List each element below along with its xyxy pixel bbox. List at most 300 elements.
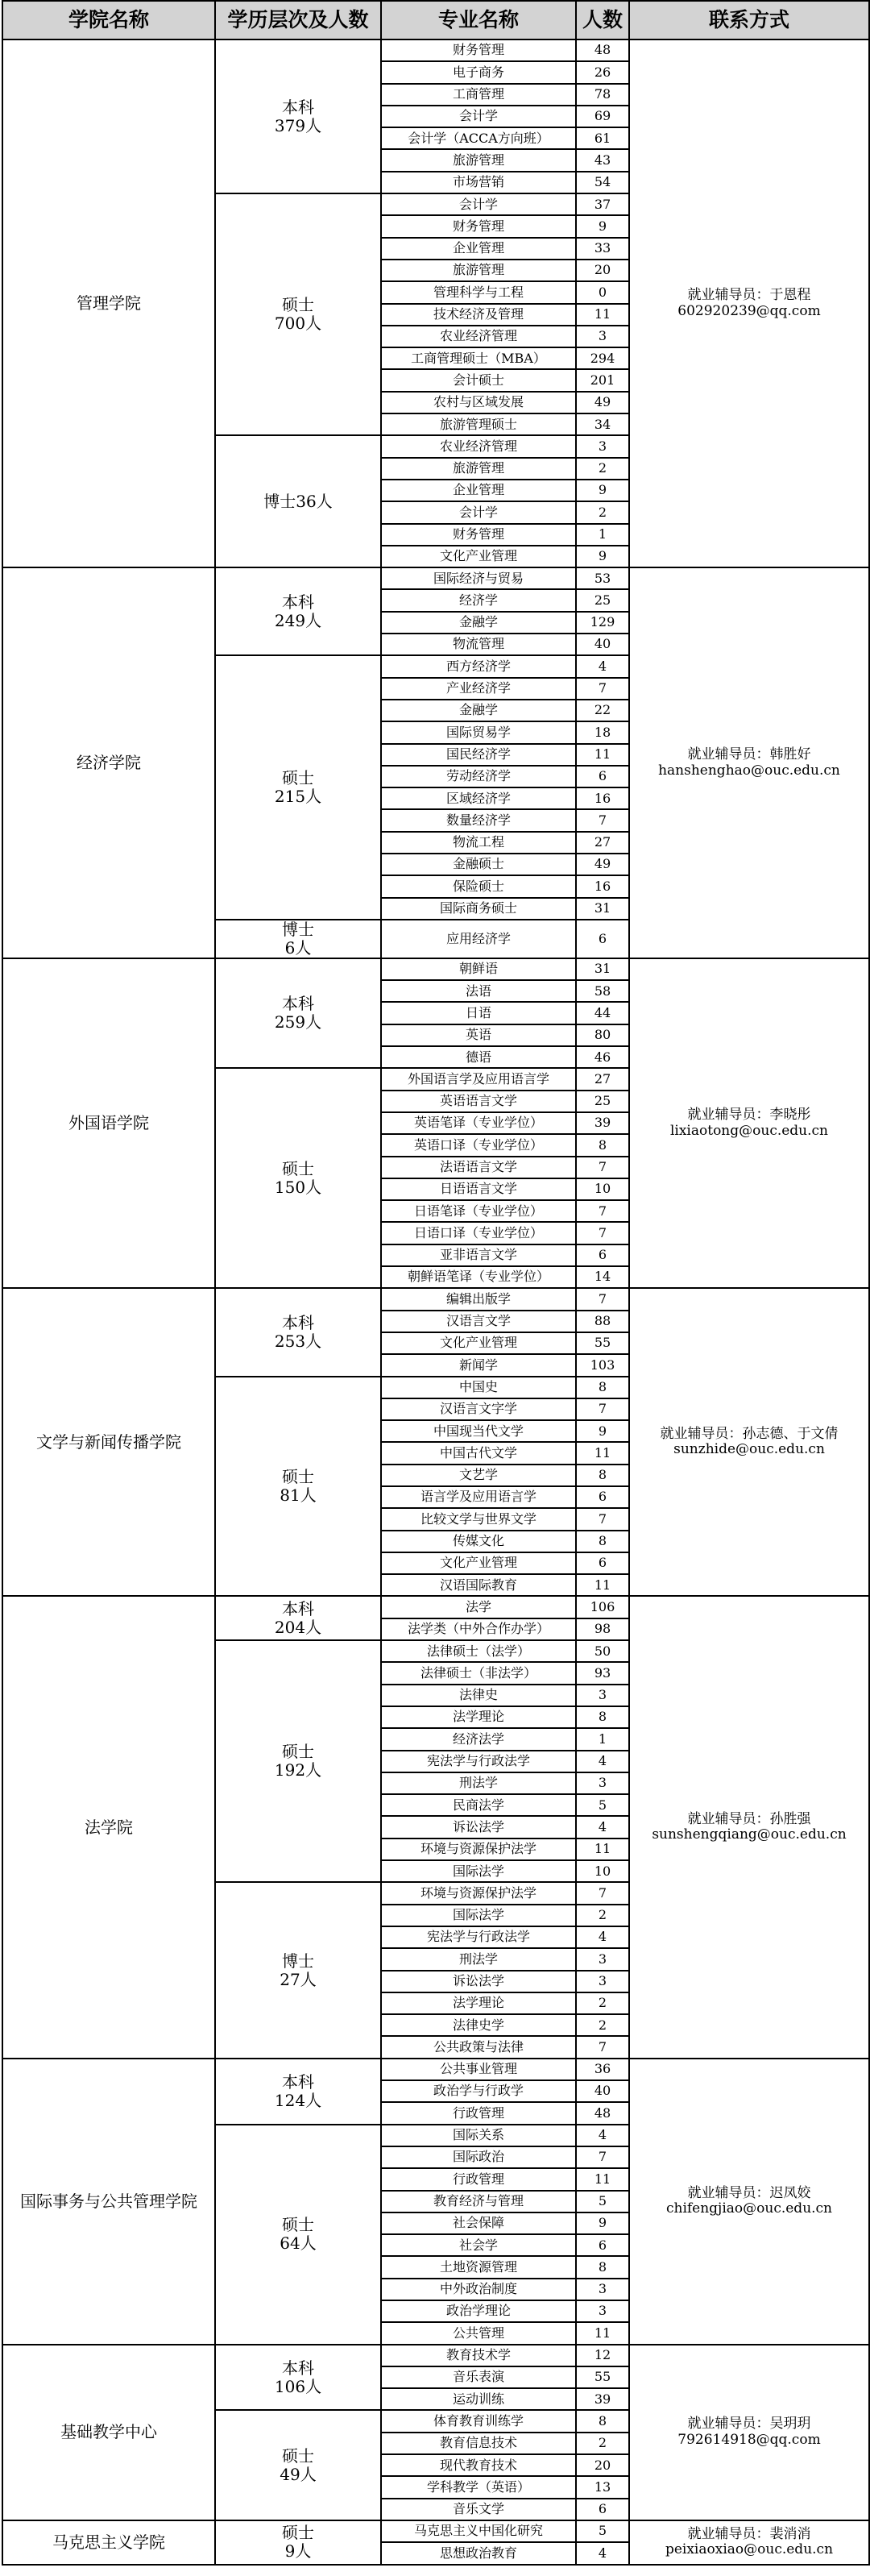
degree-student-count: 9人	[284, 2541, 312, 2561]
major-count: 7	[576, 1200, 629, 1222]
major-name: 文化产业管理	[381, 1332, 576, 1354]
major-name: 国际法学	[381, 1905, 576, 1926]
major-name: 英语笔译（专业学位）	[381, 1112, 576, 1134]
major-count: 6	[576, 1552, 629, 1574]
major-count: 43	[576, 149, 629, 171]
major-count: 2	[576, 458, 629, 480]
degree-level-cell	[215, 567, 381, 655]
major-count: 129	[576, 612, 629, 634]
major-name: 法学类（中外合作办学）	[381, 1618, 576, 1640]
degree-level: 本科	[282, 1598, 314, 1618]
major-count: 7	[576, 2146, 629, 2168]
major-name: 政治学与行政学	[381, 2080, 576, 2102]
employment-contact-table	[2, 0, 870, 2566]
major-count: 7	[576, 1398, 629, 1420]
table-row	[2, 567, 869, 589]
major-name: 德语	[381, 1046, 576, 1068]
degree-student-count: 27人	[280, 1969, 317, 1989]
counselor-email: 602920239@qq.com	[677, 302, 821, 319]
major-name: 中国现当代文学	[381, 1420, 576, 1442]
major-name: 经济学	[381, 589, 576, 611]
major-name: 国际法学	[381, 1860, 576, 1882]
major-name: 物流管理	[381, 634, 576, 655]
table-row	[2, 1596, 869, 1618]
major-name: 区域经济学	[381, 787, 576, 809]
counselor-email: sunzhide@ouc.edu.cn	[673, 1441, 825, 1458]
contact-cell	[629, 567, 869, 958]
major-name: 音乐表演	[381, 2366, 576, 2388]
degree-level-cell	[215, 958, 381, 1068]
degree-level-cell	[215, 1596, 381, 1640]
major-name: 国际关系	[381, 2125, 576, 2146]
contact-cell	[629, 958, 869, 1288]
degree-student-count: 106人	[274, 2376, 322, 2396]
degree-level: 本科	[282, 592, 314, 612]
counselor-name: 就业辅导员：孙志德、于文倩	[660, 1425, 839, 1442]
degree-level: 本科	[282, 2071, 314, 2092]
major-name: 国际政治	[381, 2146, 576, 2168]
major-name: 法学	[381, 1596, 576, 1618]
major-count: 4	[576, 1751, 629, 1772]
major-name: 宪法学与行政法学	[381, 1751, 576, 1772]
major-name: 农业经济管理	[381, 435, 576, 457]
major-name: 法学理论	[381, 1706, 576, 1728]
major-count: 6	[576, 920, 629, 958]
major-count: 3	[576, 2300, 629, 2322]
major-name: 国际贸易学	[381, 721, 576, 743]
major-name: 新闻学	[381, 1354, 576, 1376]
major-count: 8	[576, 2410, 629, 2432]
major-name: 运动训练	[381, 2388, 576, 2410]
major-name: 宪法学与行政法学	[381, 1926, 576, 1948]
degree-level: 硕士	[282, 2445, 314, 2466]
major-name: 教育经济与管理	[381, 2191, 576, 2212]
major-count: 88	[576, 1311, 629, 1332]
school-name: 外国语学院	[2, 958, 215, 1288]
major-count: 58	[576, 980, 629, 1002]
degree-level: 硕士	[282, 2523, 314, 2543]
major-count: 14	[576, 1266, 629, 1288]
major-name: 教育信息技术	[381, 2433, 576, 2454]
major-count: 55	[576, 1332, 629, 1354]
major-name: 中外政治制度	[381, 2279, 576, 2300]
degree-level: 博士36人	[263, 491, 333, 511]
table-row	[2, 1288, 869, 1310]
major-count: 1	[576, 524, 629, 546]
major-count: 7	[576, 1157, 629, 1178]
major-name: 土地资源管理	[381, 2256, 576, 2278]
school-name: 国际事务与公共管理学院	[2, 2059, 215, 2345]
school-name: 法学院	[2, 1596, 215, 2058]
major-count: 36	[576, 2059, 629, 2080]
major-name: 英语	[381, 1024, 576, 1046]
school-name: 马克思主义学院	[2, 2520, 215, 2565]
major-count: 25	[576, 1091, 629, 1112]
major-name: 音乐文学	[381, 2499, 576, 2520]
header-major: 专业名称	[381, 1, 576, 39]
major-count: 11	[576, 1442, 629, 1464]
major-count: 201	[576, 369, 629, 391]
major-name: 应用经济学	[381, 920, 576, 958]
major-count: 6	[576, 2234, 629, 2256]
major-count: 2	[576, 1992, 629, 2014]
major-name: 公共事业管理	[381, 2059, 576, 2080]
major-count: 9	[576, 215, 629, 237]
degree-level-cell	[215, 1882, 381, 2058]
degree-level-cell	[215, 435, 381, 567]
major-name: 会计学	[381, 193, 576, 215]
major-count: 11	[576, 1574, 629, 1596]
major-count: 31	[576, 898, 629, 920]
degree-level: 硕士	[282, 1742, 314, 1762]
major-name: 环境与资源保护法学	[381, 1839, 576, 1860]
degree-level-cell	[215, 193, 381, 435]
major-name: 教育技术学	[381, 2345, 576, 2366]
major-count: 7	[576, 809, 629, 831]
major-name: 文化产业管理	[381, 546, 576, 567]
table-row	[2, 2059, 869, 2080]
degree-student-count: 215人	[274, 787, 322, 807]
degree-level-cell	[215, 2059, 381, 2125]
major-name: 产业经济学	[381, 678, 576, 700]
major-count: 48	[576, 2102, 629, 2124]
major-count: 50	[576, 1640, 629, 1662]
major-count: 4	[576, 655, 629, 677]
major-name: 公共政策与法律	[381, 2036, 576, 2058]
major-count: 22	[576, 700, 629, 721]
major-name: 环境与资源保护法学	[381, 1882, 576, 1904]
major-count: 53	[576, 567, 629, 589]
major-name: 技术经济及管理	[381, 304, 576, 326]
major-count: 16	[576, 787, 629, 809]
major-name: 朝鲜语	[381, 958, 576, 980]
counselor-email: chifengjiao@ouc.edu.cn	[665, 2200, 833, 2217]
major-count: 2	[576, 2433, 629, 2454]
major-name: 文化产业管理	[381, 1552, 576, 1574]
major-count: 6	[576, 1486, 629, 1508]
degree-student-count: 253人	[274, 1331, 322, 1351]
major-name: 日语语言文学	[381, 1178, 576, 1200]
major-name: 法律硕士（法学）	[381, 1640, 576, 1662]
major-count: 106	[576, 1596, 629, 1618]
major-name: 保险硕士	[381, 875, 576, 897]
major-count: 9	[576, 546, 629, 567]
degree-level-cell	[215, 2345, 381, 2411]
major-name: 会计学	[381, 106, 576, 127]
major-name: 行政管理	[381, 2168, 576, 2190]
major-count: 33	[576, 238, 629, 260]
degree-level: 硕士	[282, 295, 314, 315]
major-name: 法律硕士（非法学）	[381, 1662, 576, 1684]
degree-student-count: 124人	[274, 2090, 322, 2110]
degree-student-count: 700人	[274, 314, 322, 334]
major-name: 马克思主义中国化研究	[381, 2520, 576, 2542]
counselor-name: 就业辅导员：韩胜好	[687, 746, 811, 762]
major-name: 电子商务	[381, 61, 576, 83]
major-name: 旅游管理	[381, 458, 576, 480]
major-count: 11	[576, 744, 629, 766]
major-count: 20	[576, 260, 629, 281]
major-name: 金融学	[381, 612, 576, 634]
counselor-email: 792614918@qq.com	[677, 2431, 821, 2448]
major-name: 汉语言文字学	[381, 1398, 576, 1420]
major-count: 7	[576, 1508, 629, 1530]
degree-level-cell	[215, 2520, 381, 2565]
degree-level-cell	[215, 1288, 381, 1376]
degree-student-count: 64人	[280, 2233, 317, 2254]
table-row	[2, 39, 869, 61]
major-count: 3	[576, 1772, 629, 1794]
major-name: 市场营销	[381, 172, 576, 193]
major-count: 25	[576, 589, 629, 611]
major-name: 数量经济学	[381, 809, 576, 831]
major-name: 管理科学与工程	[381, 281, 576, 303]
major-name: 会计学（ACCA方向班）	[381, 127, 576, 149]
table-header	[2, 1, 869, 39]
major-name: 旅游管理	[381, 149, 576, 171]
degree-student-count: 81人	[280, 1485, 317, 1505]
major-count: 3	[576, 2279, 629, 2300]
major-count: 18	[576, 721, 629, 743]
major-count: 11	[576, 2168, 629, 2190]
header-contact: 联系方式	[629, 1, 869, 39]
degree-level: 本科	[282, 2358, 314, 2378]
major-count: 9	[576, 1420, 629, 1442]
major-count: 6	[576, 766, 629, 787]
major-count: 8	[576, 1531, 629, 1552]
major-count: 40	[576, 2080, 629, 2102]
counselor-email: sunshengqiang@ouc.edu.cn	[652, 1826, 847, 1843]
degree-level-cell	[215, 2125, 381, 2345]
major-name: 劳动经济学	[381, 766, 576, 787]
major-name: 文艺学	[381, 1465, 576, 1486]
counselor-name: 就业辅导员：裴消消	[687, 2525, 811, 2542]
major-name: 语言学及应用语言学	[381, 1486, 576, 1508]
degree-student-count: 192人	[274, 1760, 322, 1780]
counselor-name: 就业辅导员：于恩程	[687, 287, 811, 304]
major-count: 80	[576, 1024, 629, 1046]
major-name: 刑法学	[381, 1948, 576, 1970]
major-name: 英语口译（专业学位）	[381, 1134, 576, 1156]
major-name: 西方经济学	[381, 655, 576, 677]
degree-level: 博士	[282, 919, 314, 939]
contact-cell	[629, 1596, 869, 2058]
degree-level: 本科	[282, 97, 314, 117]
major-count: 13	[576, 2476, 629, 2498]
major-name: 诉讼法学	[381, 1816, 576, 1838]
major-name: 体育教育训练学	[381, 2410, 576, 2432]
major-name: 诉讼法学	[381, 1971, 576, 1992]
major-name: 法语语言文学	[381, 1157, 576, 1178]
degree-level: 博士	[282, 1951, 314, 1971]
major-count: 294	[576, 347, 629, 369]
major-count: 7	[576, 1882, 629, 1904]
contact-cell	[629, 39, 869, 567]
major-name: 法语	[381, 980, 576, 1002]
major-name: 旅游管理硕士	[381, 413, 576, 435]
header-count: 人数	[576, 1, 629, 39]
degree-level: 硕士	[282, 1158, 314, 1178]
major-count: 12	[576, 2345, 629, 2366]
major-count: 8	[576, 1134, 629, 1156]
degree-student-count: 249人	[274, 610, 322, 630]
counselor-email: hanshenghao@ouc.edu.cn	[658, 762, 840, 779]
major-count: 3	[576, 326, 629, 347]
counselor-email: peixiaoxiao@ouc.edu.cn	[665, 2541, 834, 2558]
major-name: 中国史	[381, 1377, 576, 1398]
degree-level-cell	[215, 1377, 381, 1597]
major-count: 39	[576, 1112, 629, 1134]
major-name: 传媒文化	[381, 1531, 576, 1552]
degree-level-cell	[215, 1068, 381, 1288]
major-name: 企业管理	[381, 238, 576, 260]
school-name: 经济学院	[2, 567, 215, 958]
major-count: 20	[576, 2454, 629, 2476]
major-name: 行政管理	[381, 2102, 576, 2124]
major-count: 7	[576, 2036, 629, 2058]
major-count: 5	[576, 2520, 629, 2542]
major-name: 企业管理	[381, 480, 576, 501]
major-count: 8	[576, 1377, 629, 1398]
degree-student-count: 259人	[274, 1012, 322, 1032]
counselor-name: 就业辅导员：迟凤姣	[687, 2184, 811, 2201]
major-name: 物流工程	[381, 832, 576, 854]
school-name: 文学与新闻传播学院	[2, 1288, 215, 1596]
major-name: 社会学	[381, 2234, 576, 2256]
contact-cell	[629, 2345, 869, 2520]
major-name: 金融硕士	[381, 854, 576, 875]
contact-cell	[629, 2059, 869, 2345]
school-name: 管理学院	[2, 39, 215, 567]
major-name: 公共管理	[381, 2322, 576, 2344]
major-count: 54	[576, 172, 629, 193]
major-count: 46	[576, 1046, 629, 1068]
counselor-email: lixiaotong@ouc.edu.cn	[669, 1122, 829, 1139]
major-name: 日语口译（专业学位）	[381, 1222, 576, 1244]
major-count: 4	[576, 1816, 629, 1838]
major-name: 民商法学	[381, 1794, 576, 1816]
degree-level: 硕士	[282, 1467, 314, 1486]
major-name: 现代教育技术	[381, 2454, 576, 2476]
major-count: 1	[576, 1728, 629, 1750]
degree-level-cell	[215, 39, 381, 193]
major-name: 国际商务硕士	[381, 898, 576, 920]
major-name: 经济法学	[381, 1728, 576, 1750]
major-count: 2	[576, 501, 629, 523]
contact-cell	[629, 2520, 869, 2565]
major-count: 0	[576, 281, 629, 303]
degree-level-cell	[215, 920, 381, 958]
degree-level-cell	[215, 1640, 381, 1882]
major-count: 69	[576, 106, 629, 127]
major-count: 11	[576, 304, 629, 326]
table-row	[2, 2520, 869, 2542]
degree-level: 硕士	[282, 2215, 314, 2235]
major-name: 外国语言学及应用语言学	[381, 1068, 576, 1090]
major-name: 日语	[381, 1002, 576, 1024]
major-name: 汉语国际教育	[381, 1574, 576, 1596]
major-count: 4	[576, 2542, 629, 2564]
counselor-name: 就业辅导员：李晓彤	[687, 1107, 811, 1124]
major-count: 48	[576, 39, 629, 61]
major-count: 31	[576, 958, 629, 980]
major-count: 7	[576, 1222, 629, 1244]
major-count: 78	[576, 84, 629, 106]
major-name: 思想政治教育	[381, 2542, 576, 2564]
header-school: 学院名称	[2, 1, 215, 39]
major-name: 政治学理论	[381, 2300, 576, 2322]
major-count: 8	[576, 1465, 629, 1486]
major-count: 3	[576, 1971, 629, 1992]
major-count: 7	[576, 1288, 629, 1310]
counselor-name: 就业辅导员：孙胜强	[687, 1810, 811, 1827]
major-count: 10	[576, 1178, 629, 1200]
major-name: 国际经济与贸易	[381, 567, 576, 589]
table-row	[2, 958, 869, 980]
major-count: 98	[576, 1618, 629, 1640]
major-name: 日语笔译（专业学位）	[381, 1200, 576, 1222]
degree-student-count: 150人	[274, 1177, 322, 1197]
major-count: 27	[576, 1068, 629, 1090]
major-name: 法律史学	[381, 2014, 576, 2036]
major-name: 亚非语言文学	[381, 1244, 576, 1266]
major-count: 34	[576, 413, 629, 435]
major-count: 4	[576, 2125, 629, 2146]
degree-level-cell	[215, 655, 381, 920]
major-count: 8	[576, 2256, 629, 2278]
major-count: 6	[576, 1244, 629, 1266]
major-count: 3	[576, 1948, 629, 1970]
degree-level: 本科	[282, 1312, 314, 1332]
major-name: 中国古代文学	[381, 1442, 576, 1464]
major-count: 61	[576, 127, 629, 149]
major-name: 比较文学与世界文学	[381, 1508, 576, 1530]
school-name: 基础教学中心	[2, 2345, 215, 2520]
degree-student-count: 204人	[274, 1617, 322, 1637]
degree-level: 硕士	[282, 768, 314, 788]
major-name: 会计学	[381, 501, 576, 523]
major-count: 55	[576, 2366, 629, 2388]
major-count: 11	[576, 1839, 629, 1860]
major-count: 2	[576, 2014, 629, 2036]
major-name: 旅游管理	[381, 260, 576, 281]
major-name: 法律史	[381, 1685, 576, 1706]
major-count: 39	[576, 2388, 629, 2410]
major-name: 朝鲜语笔译（专业学位）	[381, 1266, 576, 1288]
degree-student-count: 49人	[280, 2464, 317, 2484]
major-name: 财务管理	[381, 39, 576, 61]
major-count: 11	[576, 2322, 629, 2344]
major-name: 财务管理	[381, 215, 576, 237]
major-name: 农业经济管理	[381, 326, 576, 347]
major-name: 农村与区域发展	[381, 392, 576, 413]
major-count: 10	[576, 1860, 629, 1882]
major-name: 刑法学	[381, 1772, 576, 1794]
major-count: 49	[576, 392, 629, 413]
major-name: 社会保障	[381, 2212, 576, 2234]
major-count: 7	[576, 678, 629, 700]
major-name: 英语语言文学	[381, 1091, 576, 1112]
degree-student-count: 379人	[274, 115, 322, 135]
major-name: 编辑出版学	[381, 1288, 576, 1310]
major-count: 93	[576, 1662, 629, 1684]
table-row	[2, 2345, 869, 2366]
major-name: 工商管理硕士（MBA）	[381, 347, 576, 369]
major-count: 6	[576, 2499, 629, 2520]
major-count: 3	[576, 435, 629, 457]
header-degree-level: 学历层次及人数	[215, 1, 381, 39]
major-count: 8	[576, 1706, 629, 1728]
